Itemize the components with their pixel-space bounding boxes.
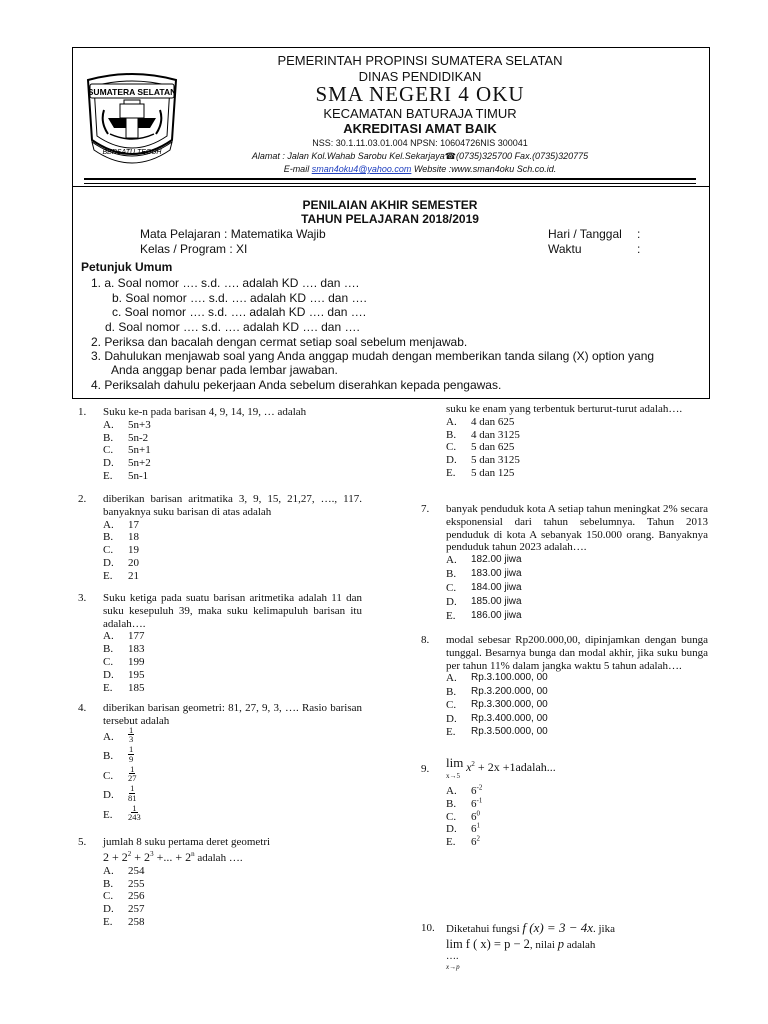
option-letter: A.: [103, 730, 114, 743]
answer-option[interactable]: [446, 610, 708, 624]
question-5: [78, 836, 368, 929]
answer-option[interactable]: [446, 785, 708, 798]
option-text: 5n-2: [128, 431, 149, 444]
limit-line: [421, 936, 721, 952]
question-number: 10.: [421, 922, 435, 934]
option-letter: D.: [446, 712, 457, 725]
option-text: $6^1$: [471, 821, 480, 836]
fraction: [128, 765, 137, 783]
limit-body: $x^2 + 2x$ +1adalah...: [466, 760, 556, 774]
option-letter: D.: [103, 668, 114, 681]
question-stem: diberikan barisan geometri: 81, 27, 9, 3, …. Rasio barisan tersebut adalah: [103, 702, 362, 727]
option-text: 5n+1: [128, 444, 151, 457]
option-letter: D.: [103, 789, 114, 802]
option-letter: E.: [103, 808, 113, 821]
question-number: 2.: [78, 493, 87, 505]
option-text: 19: [128, 544, 139, 557]
answer-option[interactable]: [103, 457, 368, 470]
option-text: 4 dan 3125: [471, 428, 520, 441]
question-number: 5.: [78, 836, 87, 848]
answer-option[interactable]: [103, 802, 362, 826]
option-letter: C.: [446, 582, 457, 595]
question-stem: Suku ketiga pada suatu barisan aritmetika adalah 11 dan suku kesepuluh 39, maka suku kelimapuluh barisan itu adalah….: [103, 592, 362, 630]
answer-option[interactable]: [103, 669, 362, 682]
option-letter: D.: [446, 823, 457, 836]
subject-field: Mata Pelajaran : Matematika Wajib: [140, 227, 326, 241]
school-ids: NSS: 30.1.11.03.01.004 NPSN: 10604726NIS 300041: [312, 138, 528, 148]
option-letter: B.: [446, 797, 457, 810]
option-text: 255: [128, 877, 145, 890]
option-letter: D.: [446, 454, 457, 467]
logo-top-text: SUMATERA SELATAN: [87, 87, 177, 97]
option-letter: B.: [103, 877, 114, 890]
option-text: Rp.3.500.000, 00: [471, 726, 548, 738]
option-letter: E.: [103, 681, 113, 694]
answer-option[interactable]: [103, 903, 368, 916]
series-formula: $2 + 2^2 + 2^3$ +... + $2^n$ adalah ….: [103, 849, 243, 864]
question-stem: diberikan barisan aritmatika 3, 9, 15, 21,27, …., 117. banyaknya suku barisan di atas adalah: [103, 493, 362, 518]
question-number: 8.: [421, 634, 430, 646]
option-letter: E.: [446, 610, 456, 623]
option-text: 5n+3: [128, 418, 151, 431]
option-letter: B.: [446, 685, 457, 698]
accreditation: AKREDITASI AMAT BAIK: [343, 121, 497, 136]
question-stem: Suku ke-n pada barisan 4, 9, 14, 19, … adalah: [103, 406, 307, 418]
question-8: [421, 634, 708, 740]
option-text: Rp.3.400.000, 00: [471, 712, 548, 724]
limit-expression: lim f ( x) = p − 2: [446, 937, 530, 951]
instruction-item: b. Soal nomor …. s.d. …. adalah KD …. dan ….: [112, 291, 367, 305]
instruction-item: 2. Periksa dan bacalah dengan cermat setiap soal sebelum menjawab.: [91, 335, 468, 349]
option-letter: D.: [446, 596, 457, 609]
variable-p: p: [557, 937, 564, 951]
website-text: Website :www.sman4oku Sch.co.id.: [411, 164, 557, 174]
question-3: [78, 592, 362, 694]
option-letter: C.: [103, 444, 114, 457]
option-letter: A.: [446, 672, 457, 685]
question-number: 7.: [421, 503, 430, 515]
option-text: 257: [128, 903, 145, 916]
option-letter: E.: [103, 915, 113, 928]
answer-option[interactable]: [103, 724, 362, 748]
option-text: 17: [128, 518, 139, 531]
question-stem: Diketahui fungsi: [446, 923, 523, 935]
denominator: 81: [128, 792, 137, 803]
option-text: 199: [128, 655, 145, 668]
answer-option[interactable]: [446, 454, 716, 467]
answer-option[interactable]: [446, 686, 708, 700]
option-text: 185.00 jiwa: [471, 596, 522, 608]
instruction-item: d. Soal nomor …. s.d. …. adalah KD …. dan ….: [105, 320, 360, 334]
question-1: [78, 406, 368, 483]
answer-option[interactable]: [103, 643, 362, 656]
option-text: 256: [128, 890, 145, 903]
option-letter: C.: [103, 655, 114, 668]
option-text: 185: [128, 681, 145, 694]
denominator: 243: [128, 812, 141, 823]
option-text: $6^{-2}$: [471, 783, 483, 797]
answer-option[interactable]: [446, 699, 708, 713]
question-number: 4.: [78, 702, 87, 714]
option-text: 186.00 jiwa: [471, 610, 522, 622]
answer-blank: ….: [446, 951, 459, 962]
exam-year: TAHUN PELAJARAN 2018/2019: [301, 212, 479, 226]
function-expression: f (x) = 3 − 4x: [522, 920, 593, 935]
fraction: [128, 784, 137, 802]
time-label: Waktu: [548, 242, 582, 256]
limit-subscript: x→5: [446, 772, 460, 780]
numerator: 1: [129, 744, 134, 755]
limit-subscript: x→p: [446, 963, 460, 971]
option-text: 5n+2: [128, 457, 151, 470]
answer-option[interactable]: [446, 798, 708, 811]
option-text: 4 dan 625: [471, 415, 515, 428]
fraction: [128, 804, 141, 822]
question-stem-end: . jika: [593, 923, 615, 935]
option-text: 258: [128, 915, 145, 928]
option-text: Rp.3.200.000, 00: [471, 685, 548, 697]
option-text: 5 dan 625: [471, 441, 515, 454]
answer-option[interactable]: [446, 836, 708, 849]
answer-option[interactable]: [103, 432, 368, 445]
email-label: E-mail: [283, 164, 312, 174]
option-text: 5 dan 3125: [471, 454, 520, 467]
option-text: 182.00 jiwa: [471, 554, 522, 566]
question-stem: modal sebesar Rp200.000,00, dipinjamkan dengan bunga tunggal. Besarnya bunga dan modal akhir, jika suku bunga per tahun 11% dalam jangka waktu 5 tahun adalah….: [446, 634, 708, 672]
option-text: 183.00 jiwa: [471, 568, 522, 580]
option-letter: D.: [103, 457, 114, 470]
numerator: 1: [129, 724, 134, 735]
option-letter: B.: [103, 531, 114, 544]
question-number: 1.: [78, 406, 87, 418]
option-text: 18: [128, 531, 139, 544]
fraction: [128, 726, 134, 744]
option-letter: A.: [446, 785, 457, 797]
limit-expression: [446, 755, 464, 780]
option-letter: E.: [446, 726, 456, 739]
option-text: $6^{-1}$: [471, 796, 483, 810]
denominator: 9: [129, 753, 134, 764]
option-letter: C.: [446, 441, 457, 454]
option-text: $6^2$: [471, 834, 480, 849]
day-date-label: Hari / Tanggal: [548, 227, 622, 241]
option-letter: E.: [446, 466, 456, 479]
instruction-item: 3. Dahulukan menjawab soal yang Anda anggap mudah dengan memberikan tanda silang (X) option yang: [91, 349, 655, 363]
option-letter: E.: [103, 569, 113, 582]
government-name: PEMERINTAH PROPINSI SUMATERA SELATAN: [277, 53, 563, 68]
answer-option[interactable]: [446, 554, 708, 568]
option-text: 183: [128, 643, 145, 656]
answer-option[interactable]: [103, 444, 368, 457]
answer-option[interactable]: [446, 713, 708, 727]
instruction-item: c. Soal nomor …. s.d. …. adalah KD …. dan ….: [112, 305, 367, 319]
option-text: $6^0$: [471, 808, 480, 823]
answer-option[interactable]: [103, 878, 368, 891]
option-letter: A.: [103, 630, 114, 643]
answer-option[interactable]: [103, 916, 368, 929]
option-letter: B.: [103, 431, 114, 444]
option-letter: A.: [446, 554, 457, 567]
exam-title: PENILAIAN AKHIR SEMESTER: [302, 198, 478, 212]
option-letter: D.: [103, 903, 114, 916]
logo-bottom-text: BERSATU TEGUH: [102, 149, 162, 156]
answer-option[interactable]: [103, 557, 362, 570]
answer-option[interactable]: [103, 744, 362, 767]
question-2: [78, 493, 362, 583]
school-emblem-logo: [80, 66, 184, 170]
letterhead-divider: [84, 178, 696, 184]
question-number: 3.: [78, 592, 87, 604]
question-stem: banyak penduduk kota A setiap tahun meningkat 2% secara eksponensial dari tahun sebelumnya. Tahun 2013 penduduk di kota A sebanyak 150.000 orang. Banyaknya penduduk tahun 2023 adalah….: [446, 503, 708, 554]
answer-option[interactable]: [103, 570, 362, 583]
question-9: [421, 757, 708, 849]
class-field: Kelas / Program : XI: [140, 242, 248, 256]
option-text: 195: [128, 668, 145, 681]
answer-option[interactable]: [446, 568, 708, 582]
answer-option[interactable]: [446, 582, 708, 596]
answer-option[interactable]: [103, 865, 368, 878]
fraction: [128, 745, 134, 763]
option-text: Rp.3.100.000, 00: [471, 672, 548, 684]
lim-text: lim: [446, 755, 464, 770]
numerator: 1: [130, 763, 135, 774]
option-text: 20: [128, 556, 139, 569]
answer-option[interactable]: [103, 470, 368, 483]
answer-option[interactable]: [446, 441, 716, 454]
option-letter: A.: [103, 864, 114, 877]
answer-option[interactable]: [103, 630, 362, 643]
option-letter: D.: [103, 556, 114, 569]
question-6-continued: [421, 403, 716, 480]
numerator: 1: [130, 783, 135, 794]
time-colon: :: [637, 242, 641, 256]
answer-option[interactable]: [103, 544, 362, 557]
answer-option[interactable]: [446, 429, 716, 442]
question-stem: jumlah 8 suku pertama deret geometri: [103, 836, 271, 848]
option-text: 21: [128, 569, 139, 582]
option-letter: E.: [103, 469, 113, 482]
option-letter: B.: [103, 643, 114, 656]
option-text: 184.00 jiwa: [471, 582, 522, 594]
option-letter: B.: [103, 750, 114, 763]
question-10: [421, 920, 721, 972]
denominator: 27: [128, 773, 137, 784]
denominator: 3: [129, 734, 134, 745]
email-link[interactable]: sman4oku4@yahoo.com: [311, 164, 412, 174]
option-letter: C.: [103, 890, 114, 903]
option-letter: C.: [103, 544, 114, 557]
district-name: KECAMATAN BATURAJA TIMUR: [323, 106, 517, 121]
answer-option[interactable]: [446, 808, 708, 824]
answer-option[interactable]: [446, 726, 708, 740]
instruction-item: 1. a. Soal nomor …. s.d. …. adalah KD …. dan ….: [91, 276, 360, 290]
answer-option[interactable]: [103, 763, 362, 787]
limit-text: , nilai: [529, 939, 558, 951]
option-letter: A.: [103, 418, 114, 431]
question-7: [421, 503, 708, 624]
school-name: SMA NEGERI 4 OKU: [315, 82, 525, 106]
answer-option[interactable]: [446, 823, 708, 836]
answer-option[interactable]: [446, 467, 716, 480]
option-letter: C.: [446, 699, 457, 712]
day-date-colon: :: [637, 227, 641, 241]
contact-line: [180, 164, 660, 174]
option-letter: C.: [103, 769, 114, 782]
option-text: 254: [128, 864, 145, 877]
office-name: DINAS PENDIDIKAN: [358, 69, 482, 84]
answer-option[interactable]: [103, 419, 368, 432]
question-4: [78, 702, 362, 825]
school-address: Alamat : Jalan Kol.Wahab Sarobu Kel.Sekarjaya☎(0735)325700 Fax.(0735)320775: [251, 151, 589, 161]
answer-option[interactable]: [103, 783, 362, 806]
option-letter: B.: [446, 428, 457, 441]
instruction-item: 4. Periksalah dahulu pekerjaan Anda sebelum diserahkan kepada pengawas.: [91, 378, 502, 392]
instructions-title: Petunjuk Umum: [81, 260, 173, 274]
option-text: 5n-1: [128, 469, 149, 482]
answer-option[interactable]: [446, 596, 708, 610]
option-letter: A.: [103, 518, 114, 531]
answer-option[interactable]: [103, 531, 362, 544]
limit-tail: adalah: [563, 939, 596, 951]
answer-option[interactable]: [103, 519, 362, 532]
answer-option[interactable]: [103, 890, 368, 903]
option-letter: B.: [446, 568, 457, 581]
option-letter: C.: [446, 810, 457, 823]
answer-option[interactable]: [446, 672, 708, 686]
option-text: 5 dan 125: [471, 466, 515, 479]
option-text: Rp.3.300.000, 00: [471, 699, 548, 711]
option-letter: A.: [446, 415, 457, 428]
question-stem: suku ke enam yang terbentuk berturut-turut adalah….: [446, 403, 683, 415]
numerator: 1: [132, 802, 137, 813]
option-letter: E.: [446, 836, 456, 849]
answer-option[interactable]: [446, 416, 716, 429]
option-text: 177: [128, 630, 145, 643]
instruction-item: Anda anggap benar pada lembar jawaban.: [111, 363, 338, 377]
answer-option[interactable]: [103, 656, 362, 669]
question-number: 9.: [421, 763, 430, 775]
answer-option[interactable]: [103, 682, 362, 695]
